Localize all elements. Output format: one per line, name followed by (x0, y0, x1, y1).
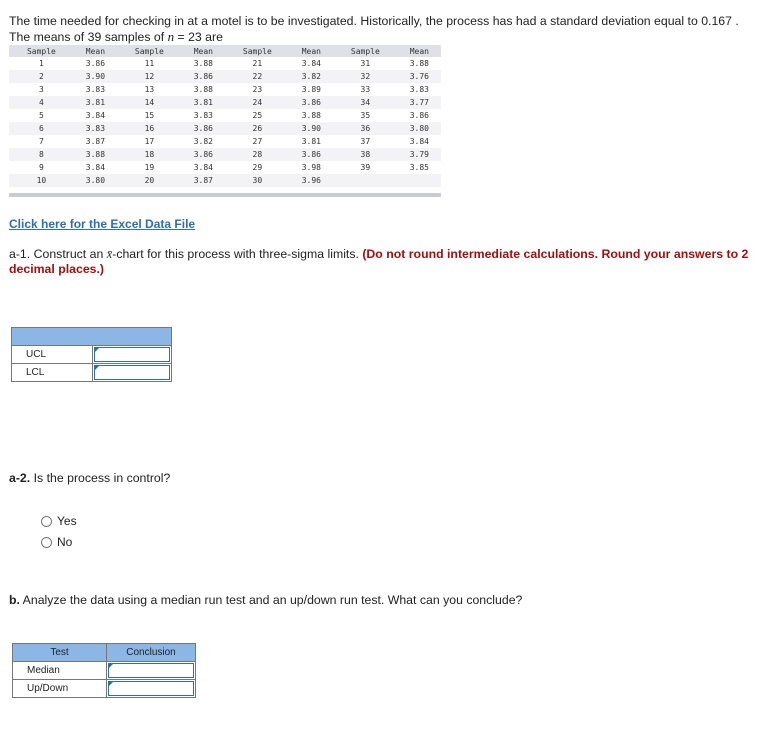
run-tests-table (12, 643, 196, 698)
excel-data-link[interactable]: Click here for the Excel Data File (9, 217, 196, 231)
table-row (13, 680, 196, 698)
table-cell: 3.87 (182, 174, 225, 187)
column-header: Sample (225, 45, 290, 57)
table-row (9, 161, 441, 174)
table-cell: 1 (9, 57, 74, 70)
table-cell: 23 (225, 83, 290, 96)
table-cell: 28 (225, 148, 290, 161)
updown-conclusion-input[interactable] (108, 681, 194, 696)
intro-line-2 (9, 29, 774, 45)
table-cell: 6 (9, 122, 74, 135)
median-conclusion-input[interactable] (108, 663, 194, 678)
table-cell: 3.80 (74, 174, 117, 187)
table-cell: 11 (117, 57, 182, 70)
n-variable: n (167, 29, 175, 44)
table-cell: 3.76 (398, 70, 441, 83)
table-cell: 3.86 (290, 96, 333, 109)
control-limits-table (11, 327, 172, 382)
table-cell: 3.79 (398, 148, 441, 161)
a2-text: Is the process in control? (30, 471, 171, 485)
sample-means-table (9, 45, 441, 187)
column-header: Mean (74, 45, 117, 57)
table-cell: 31 (333, 57, 398, 70)
table-row (12, 346, 172, 364)
table-cell: 33 (333, 83, 398, 96)
table-cell: 18 (117, 148, 182, 161)
radio-no[interactable] (41, 537, 52, 548)
table-cell: 34 (333, 96, 398, 109)
table-cell: 22 (225, 70, 290, 83)
test-header: Test (13, 644, 107, 662)
table-cell: 30 (225, 174, 290, 187)
a1-text-start: a-1. Construct an (9, 247, 107, 261)
table-row (12, 364, 172, 382)
table-cell: 14 (117, 96, 182, 109)
option-yes[interactable] (41, 514, 77, 528)
table-cell: 3.84 (182, 161, 225, 174)
table-cell: 5 (9, 109, 74, 122)
table-cell: 3.86 (182, 122, 225, 135)
table-cell: 3.87 (74, 135, 117, 148)
table-row (9, 83, 441, 96)
question-b (9, 593, 522, 608)
question-a1 (9, 247, 774, 277)
table-cell: 3.96 (290, 174, 333, 187)
table-cell: 3.81 (290, 135, 333, 148)
option-yes-label: Yes (57, 514, 77, 528)
table-row (9, 109, 441, 122)
table-cell: 19 (117, 161, 182, 174)
table-cell: 39 (333, 161, 398, 174)
column-header: Sample (117, 45, 182, 57)
table-row (13, 662, 196, 680)
table-cell: 29 (225, 161, 290, 174)
table-cell: 37 (333, 135, 398, 148)
table-cell: 3.82 (182, 135, 225, 148)
table-cell: 7 (9, 135, 74, 148)
table-cell: 35 (333, 109, 398, 122)
limits-table-header (12, 328, 172, 346)
table-cell: 10 (9, 174, 74, 187)
table-cell: 3.84 (74, 161, 117, 174)
table-row (9, 135, 441, 148)
lcl-input[interactable] (94, 365, 170, 380)
table-cell: 13 (117, 83, 182, 96)
updown-label: Up/Down (13, 680, 107, 698)
radio-yes[interactable] (41, 516, 52, 527)
table-cell: 3.90 (74, 70, 117, 83)
table-cell: 3.84 (398, 135, 441, 148)
table-cell: 3.86 (74, 57, 117, 70)
ucl-label: UCL (12, 346, 93, 364)
a2-label: a-2. (9, 471, 31, 485)
table-cell: 12 (117, 70, 182, 83)
ucl-input-cell (93, 346, 172, 364)
table-cell: 38 (333, 148, 398, 161)
table-cell: 21 (225, 57, 290, 70)
table-cell: 20 (117, 174, 182, 187)
table-cell: 3.85 (398, 161, 441, 174)
b-text: Analyze the data using a median run test and an up/down run test. What can you conclude? (19, 593, 523, 607)
table-cell (398, 174, 441, 187)
table-cell: 3 (9, 83, 74, 96)
table-cell: 3.90 (290, 122, 333, 135)
table-cell: 16 (117, 122, 182, 135)
intro-line-2-text: The means of 39 samples of (9, 30, 168, 44)
table-cell: 36 (333, 122, 398, 135)
option-no-label: No (57, 535, 73, 549)
input-marker-icon (109, 682, 113, 686)
column-header: Mean (398, 45, 441, 57)
column-header: Mean (182, 45, 225, 57)
column-header: Mean (290, 45, 333, 57)
table-cell: 3.86 (398, 109, 441, 122)
table-cell: 3.83 (74, 83, 117, 96)
xbar-symbol: x̄ (106, 247, 113, 261)
table-cell: 3.81 (182, 96, 225, 109)
table-cell: 3.98 (290, 161, 333, 174)
table-cell: 2 (9, 70, 74, 83)
input-marker-icon (109, 664, 113, 668)
table-row (9, 57, 441, 70)
table-cell: 3.81 (74, 96, 117, 109)
a1-rounding-instruction: (Do not round intermediate calculations. Round your answers to 2 decimal places.) (9, 247, 749, 276)
table-cell: 17 (117, 135, 182, 148)
table-row (9, 96, 441, 109)
lcl-input-cell (93, 364, 172, 382)
table-row (9, 148, 441, 161)
table-row (9, 174, 441, 187)
column-header: Sample (333, 45, 398, 57)
table-cell: 3.88 (182, 57, 225, 70)
table-header-row (9, 45, 441, 57)
b-label: b. (9, 593, 20, 607)
table-bottom-rule (9, 193, 441, 197)
table-cell: 4 (9, 96, 74, 109)
table-cell: 26 (225, 122, 290, 135)
table-cell: 3.86 (182, 70, 225, 83)
input-marker-icon (95, 348, 99, 352)
table-row (9, 122, 441, 135)
table-cell: 3.83 (398, 83, 441, 96)
table-cell: 3.84 (74, 109, 117, 122)
table-cell: 3.83 (74, 122, 117, 135)
table-cell: 25 (225, 109, 290, 122)
table-cell: 3.88 (74, 148, 117, 161)
table-cell: 3.84 (290, 57, 333, 70)
table-cell: 15 (117, 109, 182, 122)
table-cell (333, 174, 398, 187)
table-cell: 3.88 (182, 83, 225, 96)
table-cell: 3.77 (398, 96, 441, 109)
table-cell: 27 (225, 135, 290, 148)
table-cell: 8 (9, 148, 74, 161)
table-cell: 3.88 (290, 109, 333, 122)
table-row (9, 70, 441, 83)
table-cell: 3.86 (290, 148, 333, 161)
table-cell: 3.89 (290, 83, 333, 96)
table-cell: 3.86 (182, 148, 225, 161)
median-label: Median (13, 662, 107, 680)
option-no[interactable] (41, 535, 72, 549)
updown-input-cell (107, 680, 196, 698)
table-cell: 24 (225, 96, 290, 109)
problem-intro (9, 14, 774, 45)
question-a2 (9, 471, 170, 486)
table-cell: 3.80 (398, 122, 441, 135)
median-input-cell (107, 662, 196, 680)
table-cell: 3.83 (182, 109, 225, 122)
a1-text-end: -chart for this process with three-sigma limits. (112, 247, 363, 261)
intro-line-1: The time needed for checking in at a motel is to be investigated. Historically, the process has had a standard deviation equal to 0.167 . (9, 14, 739, 28)
ucl-input[interactable] (94, 347, 170, 362)
table-cell: 9 (9, 161, 74, 174)
column-header: Sample (9, 45, 74, 57)
intro-line-2-end: = 23 are (174, 30, 223, 44)
conclusion-header: Conclusion (107, 644, 196, 662)
table-cell: 3.82 (290, 70, 333, 83)
table-cell: 3.88 (398, 57, 441, 70)
lcl-label: LCL (12, 364, 93, 382)
input-marker-icon (95, 366, 99, 370)
table-cell: 32 (333, 70, 398, 83)
